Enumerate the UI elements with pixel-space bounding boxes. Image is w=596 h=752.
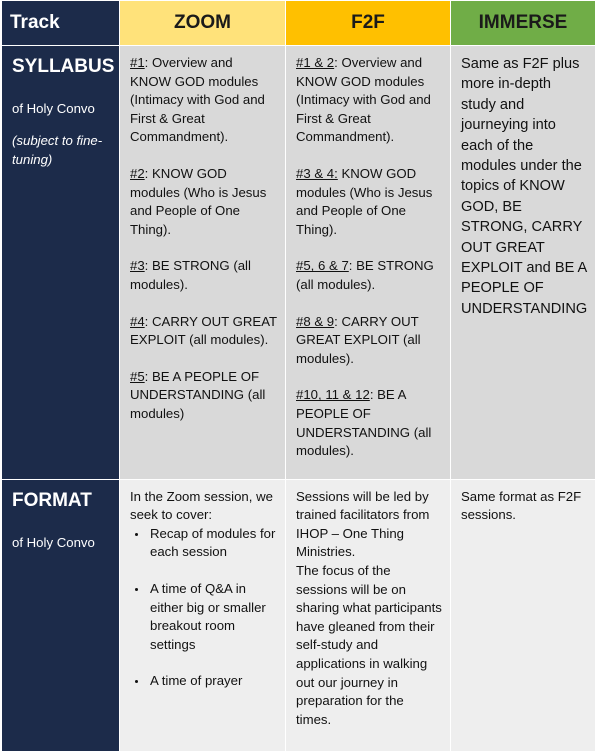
session-text: : CARRY OUT GREAT EXPLOIT (all modules).	[130, 313, 277, 348]
session-text: : BE STRONG (all modules).	[130, 258, 251, 292]
header-zoom: ZOOM	[120, 1, 286, 46]
session-number: #10, 11 & 12	[296, 387, 370, 403]
session-text: KNOW GOD modules (Who is Jesus and People of One Thing).	[296, 165, 433, 237]
zoom-format-intro: In the Zoom session, we seek to cover:	[130, 488, 273, 523]
syllabus-f2f-cell	[286, 46, 451, 480]
session-number: #5	[130, 368, 145, 384]
zoom-session-item	[130, 313, 277, 350]
list-item: • Recap of modules for each session	[148, 525, 277, 562]
session-text: : CARRY OUT GREAT EXPLOIT (all modules).	[296, 313, 421, 366]
f2f-session-item	[296, 386, 442, 460]
session-text: : BE STRONG (all modules).	[296, 258, 434, 292]
header-row	[2, 1, 596, 46]
session-text: : KNOW GOD modules (Who is Jesus and People of One Thing).	[130, 165, 267, 237]
f2f-session-item	[296, 313, 442, 369]
session-number: #1 & 2	[296, 55, 335, 70]
format-subtitle: of Holy Convo	[12, 534, 95, 550]
syllabus-note: (subject to fine-tuning)	[12, 132, 103, 167]
format-zoom-cell	[120, 479, 286, 751]
zoom-session-item	[130, 368, 277, 424]
format-row	[2, 479, 596, 751]
f2f-format-paragraph-1: Sessions will be led by trained facilitators from IHOP – One Thing Ministries.	[296, 488, 430, 560]
f2f-session-item	[296, 165, 442, 239]
session-number: #2	[130, 165, 145, 181]
syllabus-title: SYLLABUS	[12, 56, 115, 77]
zoom-format-list	[130, 525, 277, 691]
session-text: : BE A PEOPLE OF UNDERSTANDING (all modules).	[296, 387, 432, 459]
f2f-format-paragraph-2: The focus of the sessions will be on sharing what participants have gleaned from their self-study and applications in walking out our journey in preparation for the times.	[296, 563, 442, 727]
session-number: #3 & 4:	[296, 165, 338, 181]
list-item: • A time of prayer	[148, 672, 277, 691]
immerse-format-text: Same format as F2F sessions.	[461, 488, 582, 523]
f2f-session-item	[296, 257, 442, 294]
session-text: : BE A PEOPLE OF UNDERSTANDING (all modules)	[130, 368, 266, 421]
zoom-session-item	[130, 165, 277, 239]
format-immerse-cell	[451, 479, 596, 751]
session-text: : Overview and KNOW GOD modules (Intimacy with God and First & Great Commandment).	[130, 55, 265, 145]
syllabus-zoom-cell	[120, 46, 286, 480]
list-item: • A time of Q&A in either big or smaller breakout room settings	[148, 580, 277, 654]
syllabus-row	[2, 46, 596, 480]
holy-convo-tracks-table	[1, 0, 596, 752]
syllabus-subtitle: of Holy Convo	[12, 101, 95, 116]
session-number: #3	[130, 258, 145, 274]
f2f-session-item	[296, 54, 442, 147]
session-number: #5, 6 & 7	[296, 258, 349, 274]
session-text: : Overview and KNOW GOD modules (Intimacy with God and First & Great Commandment).	[296, 55, 431, 145]
syllabus-label-cell	[2, 46, 120, 480]
session-number: #4	[130, 313, 145, 329]
session-number: #8 & 9	[296, 313, 335, 329]
immerse-syllabus-text: Same as F2F plus more in-depth study and journeying into each of the modules under the topics of KNOW GOD, BE STRONG, CARRY OUT GREAT EXPLOIT and BE A PEOPLE OF UNDERSTANDING	[461, 56, 588, 317]
format-label-cell	[2, 479, 120, 751]
zoom-session-item	[130, 54, 277, 147]
session-number: #1	[130, 55, 145, 70]
format-title: FORMAT	[12, 489, 92, 511]
zoom-session-item	[130, 257, 277, 294]
syllabus-immerse-cell	[451, 46, 596, 480]
header-f2f: F2F	[286, 1, 451, 46]
header-immerse: IMMERSE	[451, 1, 596, 46]
header-track: Track	[2, 1, 120, 46]
format-f2f-cell	[286, 479, 451, 751]
